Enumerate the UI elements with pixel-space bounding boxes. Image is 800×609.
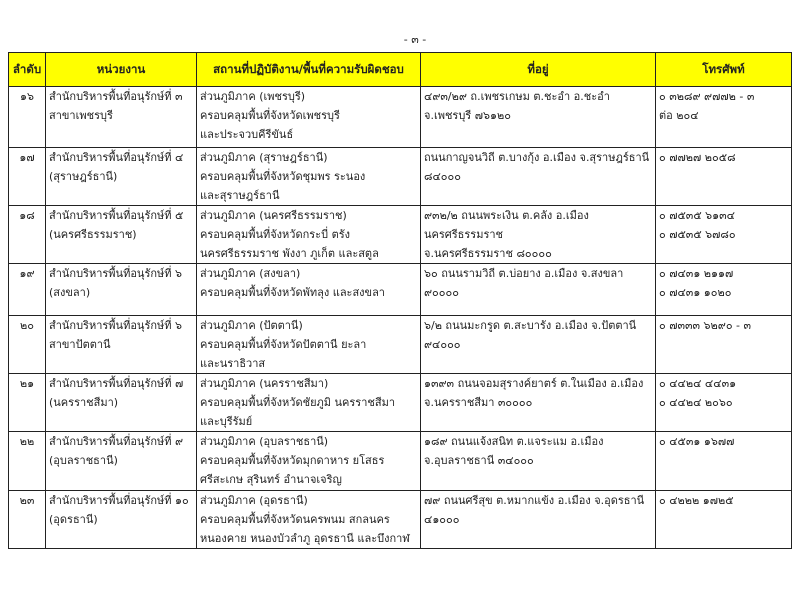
table-row bbox=[9, 148, 792, 206]
row-number: ๒๑ bbox=[9, 374, 46, 432]
cell-area bbox=[197, 264, 421, 316]
area-line: ครอบคลุมพื้นที่จังหวัดมุกดาหาร ยโสธร bbox=[200, 454, 385, 467]
row-number: ๒๓ bbox=[9, 491, 46, 549]
address-line: ๙๓๒/๒ ถนนพระเงิน ต.คลัง อ.เมือง bbox=[424, 209, 589, 222]
table-row bbox=[9, 87, 792, 148]
address-line: ๘๔๐๐๐ bbox=[424, 170, 461, 183]
cell-phone bbox=[656, 432, 792, 491]
cell-address bbox=[421, 148, 656, 206]
area-line: ศรีสะเกษ สุรินทร์ อำนาจเจริญ bbox=[200, 473, 342, 486]
cell-phone bbox=[656, 264, 792, 316]
phone-line: ๐ ๗๕๓๕ ๖๑๓๔ bbox=[659, 209, 735, 222]
address-line: จ.เพชรบุรี ๗๖๑๒๐ bbox=[424, 109, 511, 122]
area-line: ส่วนภูมิภาค (สุราษฎร์ธานี) bbox=[200, 151, 328, 164]
phone-line: ๐ ๗๕๓๕ ๖๗๘๐ bbox=[659, 228, 736, 241]
table-row bbox=[9, 264, 792, 316]
unit-line: สำนักบริหารพื้นที่อนุรักษ์ที่ ๓ bbox=[49, 90, 183, 103]
phone-line: ๐ ๗๔๓๑ ๒๑๑๗ bbox=[659, 267, 734, 280]
cell-unit bbox=[46, 148, 197, 206]
cell-area bbox=[197, 316, 421, 374]
area-line: นครศรีธรรมราช พังงา ภูเก็ต และสตูล bbox=[200, 247, 379, 260]
area-line: และนราธิวาส bbox=[200, 357, 266, 370]
header-no: ลำดับ bbox=[9, 53, 46, 87]
phone-line: ๐ ๗๓๓๓ ๖๒๙๐ - ๓ bbox=[659, 319, 752, 332]
area-line: ครอบคลุมพื้นที่จังหวัดเพชรบุรี bbox=[200, 109, 340, 122]
cell-unit bbox=[46, 374, 197, 432]
row-number: ๑๘ bbox=[9, 206, 46, 264]
area-line: หนองคาย หนองบัวลำภู อุดรธานี และบึงกาฬ bbox=[200, 532, 410, 545]
phone-line: ๐ ๔๔๒๔ ๔๔๓๑ bbox=[659, 377, 737, 390]
area-line: ครอบคลุมพื้นที่จังหวัดกระบี่ ตรัง bbox=[200, 228, 350, 241]
area-line: ส่วนภูมิภาค (นครราชสีมา) bbox=[200, 377, 329, 390]
address-line: ๖๐ ถนนรามวิถี ต.บ่อยาง อ.เมือง จ.สงขลา bbox=[424, 267, 624, 280]
unit-line: สำนักบริหารพื้นที่อนุรักษ์ที่ ๑๐ bbox=[49, 494, 189, 507]
phone-line: ๐ ๔๔๒๔ ๒๐๖๐ bbox=[659, 396, 733, 409]
address-line: จ.นครศรีธรรมราช ๘๐๐๐๐ bbox=[424, 247, 552, 260]
cell-address bbox=[421, 87, 656, 148]
cell-phone bbox=[656, 491, 792, 549]
area-line: ส่วนภูมิภาค (นครศรีธรรมราช) bbox=[200, 209, 347, 222]
cell-unit bbox=[46, 206, 197, 264]
unit-line: (นครศรีธรรมราช) bbox=[49, 228, 137, 241]
address-line: ๖/๒ ถนนมะกรูด ต.สะบารัง อ.เมือง จ.ปัตตานี bbox=[424, 319, 637, 332]
header-phone: โทรศัพท์ bbox=[656, 53, 792, 87]
area-line: ครอบคลุมพื้นที่จังหวัดชัยภูมิ นครราชสีมา bbox=[200, 396, 396, 409]
area-line: ครอบคลุมพื้นที่จังหวัดชุมพร ระนอง bbox=[200, 170, 366, 183]
area-line: ส่วนภูมิภาค (สงขลา) bbox=[200, 267, 301, 280]
cell-area bbox=[197, 206, 421, 264]
row-number: ๑๙ bbox=[9, 264, 46, 316]
unit-line: สำนักบริหารพื้นที่อนุรักษ์ที่ ๔ bbox=[49, 151, 184, 164]
cell-area bbox=[197, 491, 421, 549]
cell-phone bbox=[656, 148, 792, 206]
cell-area bbox=[197, 87, 421, 148]
unit-line: สำนักบริหารพื้นที่อนุรักษ์ที่ ๙ bbox=[49, 435, 184, 448]
unit-line: (อุดรธานี) bbox=[49, 513, 98, 526]
area-line: และประจวบคีรีขันธ์ bbox=[200, 128, 294, 141]
page-number: - ๓ - bbox=[403, 33, 427, 46]
table-row bbox=[9, 206, 792, 264]
row-number: ๑๖ bbox=[9, 87, 46, 148]
cell-address bbox=[421, 264, 656, 316]
cell-address bbox=[421, 316, 656, 374]
cell-address bbox=[421, 206, 656, 264]
table-row bbox=[9, 316, 792, 374]
cell-phone bbox=[656, 87, 792, 148]
phone-line: ๐ ๓๒๘๙ ๙๗๗๒ - ๓ bbox=[659, 90, 755, 103]
address-line: ๑๓๙๓ ถนนจอมสุรางค์ยาตร์ ต.ในเมือง อ.เมือง bbox=[424, 377, 644, 390]
area-line: ส่วนภูมิภาค (เพชรบุรี) bbox=[200, 90, 306, 103]
table-row bbox=[9, 432, 792, 491]
cell-unit bbox=[46, 491, 197, 549]
header-address: ที่อยู่ bbox=[421, 53, 656, 87]
unit-line: สำนักบริหารพื้นที่อนุรักษ์ที่ ๖ bbox=[49, 267, 182, 280]
office-table bbox=[8, 52, 792, 549]
cell-unit bbox=[46, 432, 197, 491]
area-line: และบุรีรัมย์ bbox=[200, 415, 253, 428]
header-area: สถานที่ปฏิบัติงาน/พื้นที่ความรับผิดชอบ bbox=[197, 53, 421, 87]
unit-line: สาขาปัตตานี bbox=[49, 338, 111, 351]
unit-line: สำนักบริหารพื้นที่อนุรักษ์ที่ ๖ bbox=[49, 319, 182, 332]
address-line: จ.อุบลราชธานี ๓๔๐๐๐ bbox=[424, 454, 534, 467]
header-unit: หน่วยงาน bbox=[46, 53, 197, 87]
cell-unit bbox=[46, 87, 197, 148]
row-number: ๑๗ bbox=[9, 148, 46, 206]
address-line: ๔๙๓/๒๙ ถ.เพชรเกษม ต.ชะอำ อ.ชะอำ bbox=[424, 90, 610, 103]
cell-address bbox=[421, 432, 656, 491]
phone-line: ต่อ ๒๐๔ bbox=[659, 109, 699, 122]
unit-line: (นครราชสีมา) bbox=[49, 396, 119, 409]
cell-address bbox=[421, 491, 656, 549]
phone-line: ๐ ๗๔๓๑ ๑๐๒๐ bbox=[659, 286, 732, 299]
area-line: และสุราษฎร์ธานี bbox=[200, 189, 280, 202]
address-line: ๑๘๙ ถนนแจ้งสนิท ต.แจระแม อ.เมือง bbox=[424, 435, 604, 448]
cell-area bbox=[197, 148, 421, 206]
unit-line: (สุราษฎร์ธานี) bbox=[49, 170, 118, 183]
address-line: นครศรีธรรมราช bbox=[424, 228, 504, 241]
cell-phone bbox=[656, 316, 792, 374]
phone-line: ๐ ๗๗๒๗ ๒๐๕๘ bbox=[659, 151, 736, 164]
unit-line: สาขาเพชรบุรี bbox=[49, 109, 113, 122]
area-line: ส่วนภูมิภาค (ปัตตานี) bbox=[200, 319, 303, 332]
address-line: ๗๙ ถนนศรีสุข ต.หมากแข้ง อ.เมือง จ.อุดรธานี bbox=[424, 494, 645, 507]
address-line: ๙๔๐๐๐ bbox=[424, 338, 461, 351]
cell-unit bbox=[46, 264, 197, 316]
address-line: ๙๐๐๐๐ bbox=[424, 286, 459, 299]
address-line: ๔๑๐๐๐ bbox=[424, 513, 460, 526]
cell-unit bbox=[46, 316, 197, 374]
area-line: ครอบคลุมพื้นที่จังหวัดพัทลุง และสงขลา bbox=[200, 286, 385, 299]
row-number: ๒๐ bbox=[9, 316, 46, 374]
header-row bbox=[9, 53, 792, 87]
unit-line: สำนักบริหารพื้นที่อนุรักษ์ที่ ๕ bbox=[49, 209, 184, 222]
unit-line: (สงขลา) bbox=[49, 286, 91, 299]
cell-address bbox=[421, 374, 656, 432]
area-line: ส่วนภูมิภาค (อุดรธานี) bbox=[200, 494, 308, 507]
cell-phone bbox=[656, 374, 792, 432]
row-number: ๒๒ bbox=[9, 432, 46, 491]
phone-line: ๐ ๔๒๒๒ ๑๗๒๕ bbox=[659, 494, 734, 507]
phone-line: ๐ ๔๕๓๑ ๑๖๗๗ bbox=[659, 435, 735, 448]
address-line: จ.นครราชสีมา ๓๐๐๐๐ bbox=[424, 396, 533, 409]
area-line: ครอบคลุมพื้นที่จังหวัดปัตตานี ยะลา bbox=[200, 338, 367, 351]
table-row bbox=[9, 491, 792, 549]
cell-area bbox=[197, 432, 421, 491]
cell-area bbox=[197, 374, 421, 432]
area-line: ส่วนภูมิภาค (อุบลราชธานี) bbox=[200, 435, 329, 448]
unit-line: (อุบลราชธานี) bbox=[49, 454, 118, 467]
table-row bbox=[9, 374, 792, 432]
unit-line: สำนักบริหารพื้นที่อนุรักษ์ที่ ๗ bbox=[49, 377, 184, 390]
cell-phone bbox=[656, 206, 792, 264]
area-line: ครอบคลุมพื้นที่จังหวัดนครพนม สกลนคร bbox=[200, 513, 390, 526]
address-line: ถนนกาญจนวิถี ต.บางกุ้ง อ.เมือง จ.สุราษฎร์ธานี bbox=[424, 151, 650, 164]
